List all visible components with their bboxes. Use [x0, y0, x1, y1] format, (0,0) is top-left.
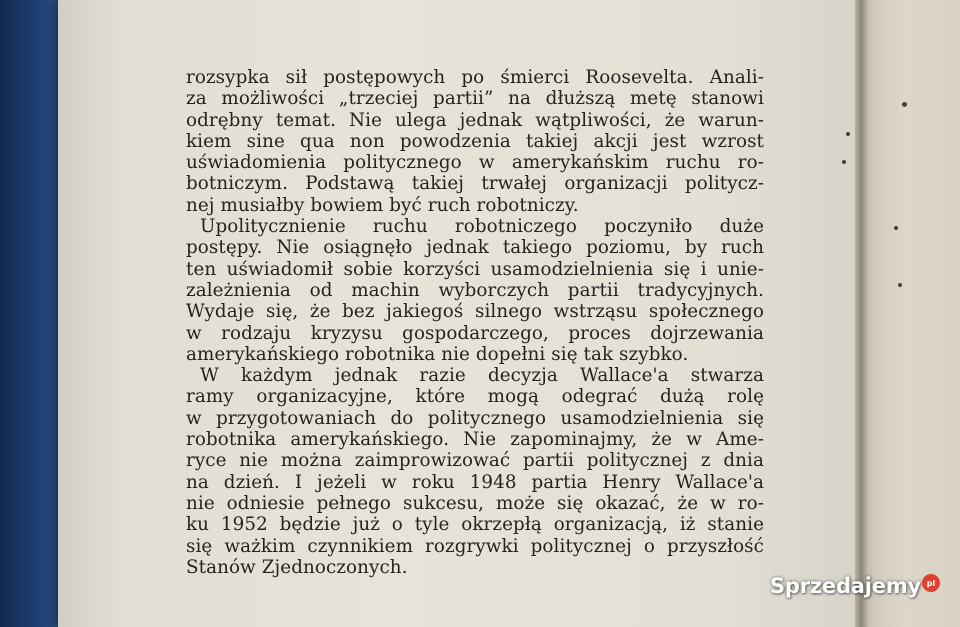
text-line: za możliwości „trzeciej partii” na dłuższą metę stanowi: [186, 88, 764, 110]
text-line: się ważkim czynnikiem rozgrywki politycznej o przyszłość: [186, 535, 764, 557]
page-stain: [894, 226, 898, 230]
text-line: uświadomienia politycznego w amerykańskim ruchu ro-: [186, 152, 764, 174]
page-edge: [855, 0, 869, 627]
page-stain: [898, 283, 902, 287]
page-stain: [902, 102, 907, 107]
text-line: Upolitycznienie ruchu robotniczego poczyniło duże: [200, 216, 764, 238]
text-line: Wydaje się, że bez jakiegoś silnego wstrząsu społecznego: [186, 301, 764, 323]
watermark-badge: pl: [922, 574, 940, 592]
page-stain: [846, 132, 850, 136]
book-text: [186, 67, 764, 578]
text-line: kiem sine qua non powodzenia takiej akcji jest wzrost: [186, 130, 764, 152]
text-line: rozsypka sił postępowych po śmierci Roosevelta. Anali-: [186, 67, 764, 88]
text-line: amerykańskiego robotnika nie dopełni się tak szybko.: [186, 343, 689, 365]
text-line: w przygotowaniach do politycznego usamodzielnienia się: [186, 407, 764, 429]
watermark-text: Sprzedajemy: [770, 574, 921, 598]
text-line: ramy organizacyjne, które mogą odegrać dużą rolę: [186, 386, 764, 408]
text-line: nie odniesie pełnego sukcesu, może się okazać, że w ro-: [186, 492, 764, 514]
text-line: botniczym. Podstawą takiej trwałej organizacji politycz-: [186, 173, 764, 195]
text-line: zależnienia od machin wyborczych partii tradycyjnych.: [186, 279, 764, 301]
text-line: nej musiałby bowiem być ruch robotniczy.: [186, 194, 579, 216]
text-line: Stanów Zjednoczonych.: [186, 556, 408, 578]
text-line: odrębny temat. Nie ulega jednak wątpliwości, że warun-: [186, 109, 764, 131]
adjacent-page: [866, 0, 960, 627]
text-line: robotnika amerykańskiego. Nie zapominajmy, że w Ame-: [186, 429, 764, 451]
text-line: W każdym jednak razie decyzja Wallace'a stwarza: [200, 365, 764, 387]
page-stain: [842, 160, 846, 164]
text-line: ku 1952 będzie już o tyle okrzepłą organizacją, iż stanie: [186, 514, 764, 536]
text-line: na dzień. I jeżeli w roku 1948 partia Henry Wallace'a: [186, 471, 764, 493]
text-line: postępy. Nie osiągnęło jednak takiego poziomu, by ruch: [186, 237, 764, 259]
text-line: ryce nie można zaimprowizować partii politycznej z dnia: [186, 450, 764, 472]
text-line: w rodzaju kryzysu gospodarczego, proces dojrzewania: [186, 322, 764, 344]
text-line: ten uświadomił sobie korzyści usamodzielnienia się i unie-: [186, 258, 764, 280]
